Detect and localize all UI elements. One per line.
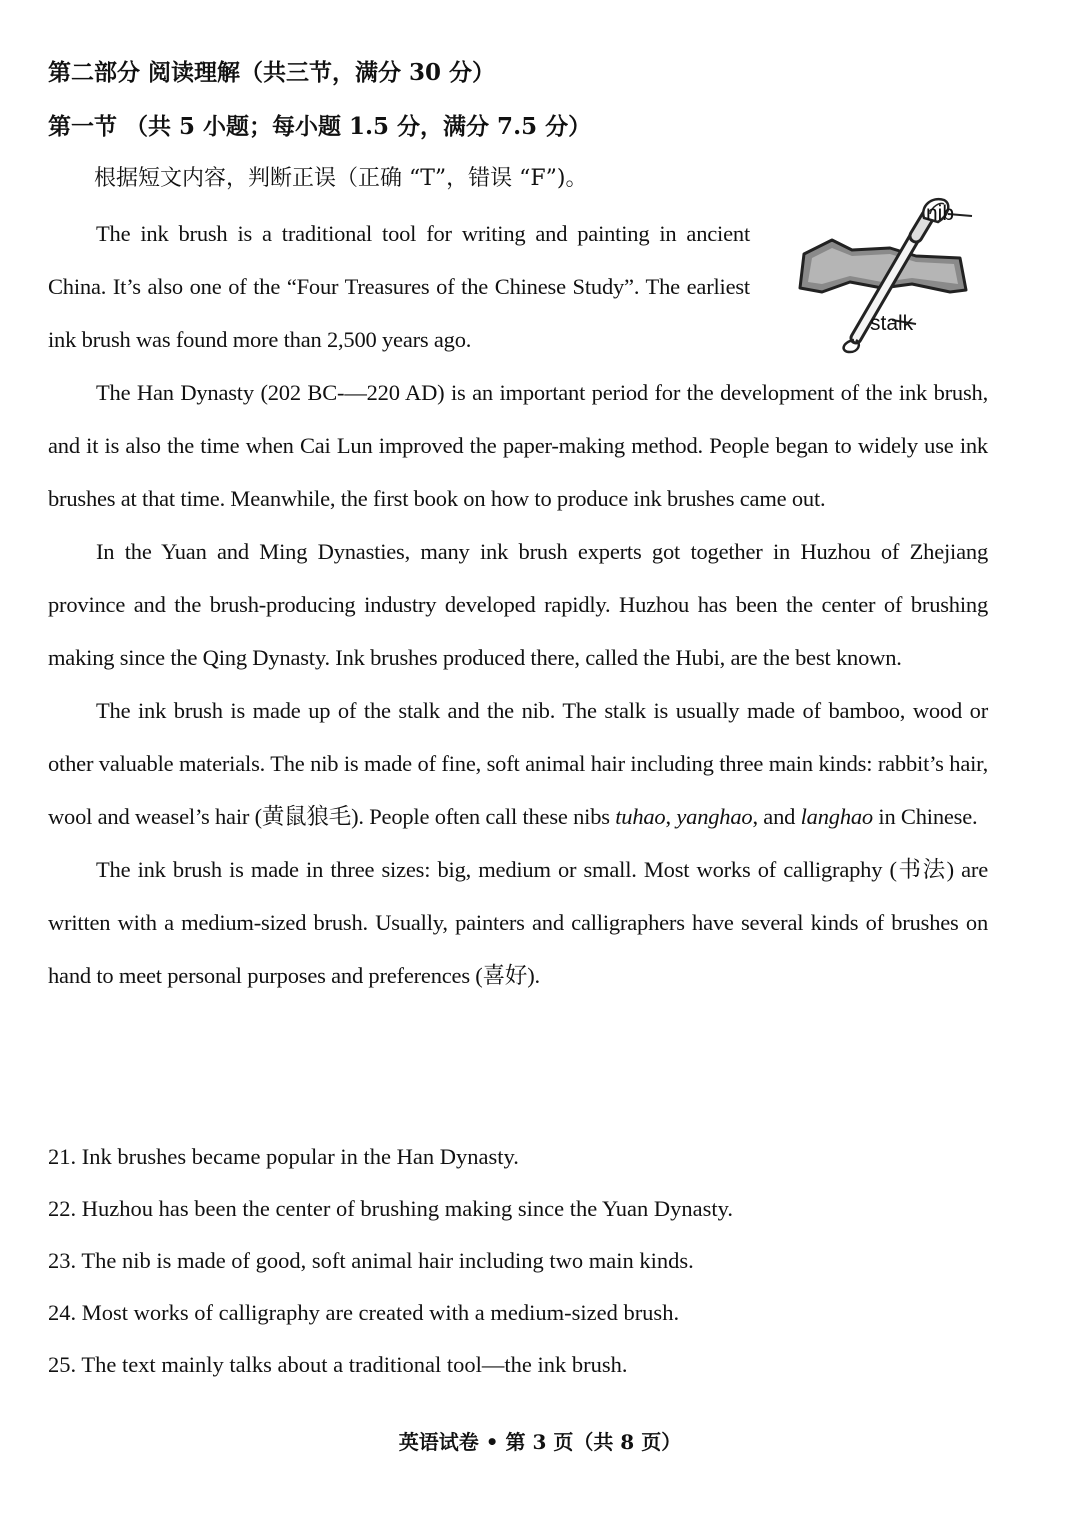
separator: , and [752, 804, 801, 829]
question-24: 24. Most works of calligraphy are created with a medium-sized brush. [48, 1300, 680, 1325]
term-langhao: langhao [800, 804, 873, 829]
question-list [48, 1131, 988, 1391]
paragraph-3: In the Yuan and Ming Dynasties, many ink brush experts got together in Huzhou of Zhejiang province and the brush-producing industry developed rapidly. Huzhou has been the center of brushing making since the Qing Dynasty. Ink brushes produced there, called the Hubi, are the best known. [48, 539, 988, 670]
paragraph-5: The ink brush is made in three sizes: big, medium or small. Most works of calligraphy (书法) are written with a medium-sized brush. Usually, painters and calligraphers have several kinds of brushes on hand to meet personal purposes and preferences (喜好). [48, 857, 988, 988]
paragraph-4 [48, 684, 988, 843]
stalk-label: stalk [870, 312, 914, 335]
instruction-text: 根据短文内容，判断正误（正确 “T”，错误 “F”)。 [94, 166, 588, 191]
paragraph-4-text: The ink brush is made up of the stalk and the nib. The stalk is usually made of bamboo, wood or other valuable materials. The nib is made of fine, soft animal hair including three main kinds: rabbit’s hair, wool and weasel’s hair (黄鼠狼毛). People often call these nibs [48, 698, 988, 829]
page-footer: 英语试卷 • 第 3 页（共 8 页） [398, 1430, 682, 1454]
question-25: 25. The text mainly talks about a traditional tool—the ink brush. [48, 1352, 628, 1377]
question-22: 22. Huzhou has been the center of brushing making since the Yuan Dynasty. [48, 1196, 734, 1221]
reading-passage [48, 207, 988, 1002]
paragraph-2: The Han Dynasty (202 BC-—220 AD) is an important period for the development of the ink brush, and it is also the time when Cai Lun improved the paper-making method. People began to widely use ink brushes at that time. Meanwhile, the first book on how to produce ink brushes came out. [48, 380, 988, 511]
question-21: 21. Ink brushes became popular in the Han Dynasty. [48, 1144, 519, 1169]
term-tuhao: tuhao [615, 804, 666, 829]
part-title: 第二部分 阅读理解（共三节，满分 30 分） [48, 59, 496, 86]
paragraph-4-end: in Chinese. [872, 804, 978, 829]
section-title: 第一节 （共 5 小题；每小题 1.5 分，满分 7.5 分） [48, 113, 592, 140]
separator: , [665, 804, 677, 829]
paragraph-1: The ink brush is a traditional tool for writing and painting in ancient China. It’s also one of the “Four Treasures of the Chinese Study”. The earliest ink brush was found more than 2,500 years ago. [48, 221, 750, 352]
term-yanghao: yanghao [676, 804, 753, 829]
question-23: 23. The nib is made of good, soft animal hair including two main kinds. [48, 1248, 694, 1273]
nib-label: nib [926, 202, 955, 225]
